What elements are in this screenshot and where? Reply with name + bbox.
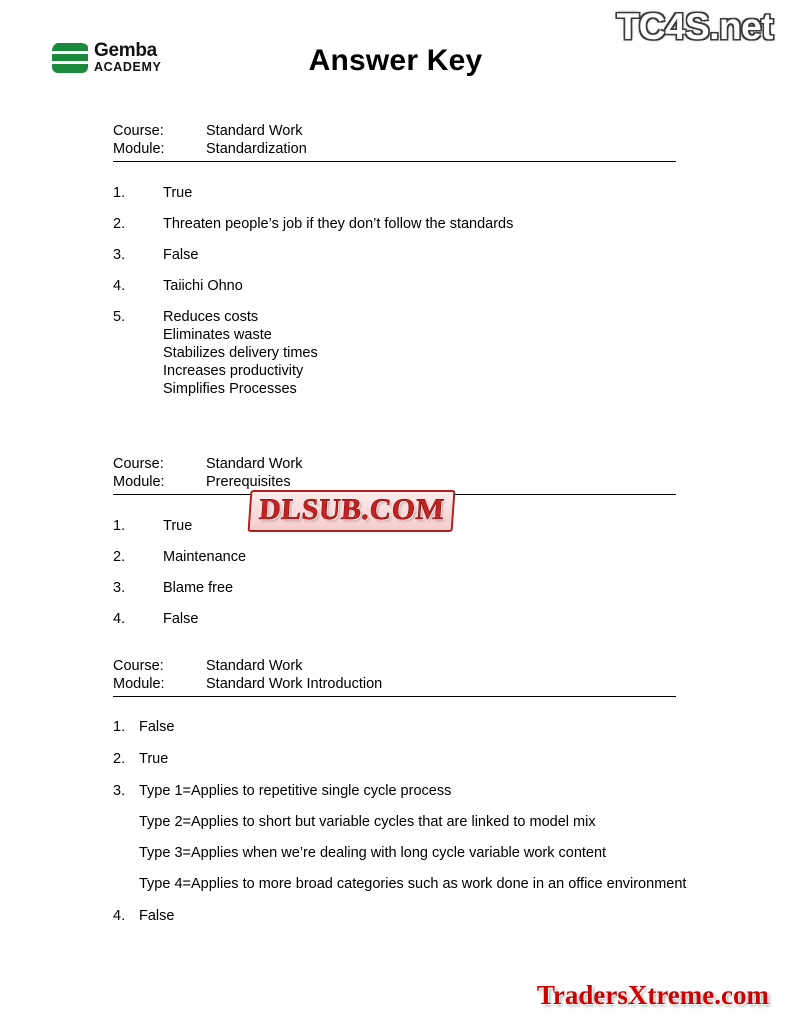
module-value: Standard Work Introduction bbox=[206, 676, 383, 692]
answer-line: Stabilizes delivery times bbox=[163, 345, 318, 361]
answer-item bbox=[113, 548, 676, 566]
section-meta bbox=[113, 657, 693, 693]
answer-item bbox=[113, 610, 676, 628]
answer-number: 2. bbox=[113, 751, 126, 767]
answer-list bbox=[113, 184, 676, 398]
answer-line: Eliminates waste bbox=[163, 327, 272, 343]
module-row bbox=[113, 675, 693, 693]
answer-line: True bbox=[139, 751, 169, 767]
section-prerequisites bbox=[113, 455, 676, 641]
page-title: Answer Key bbox=[308, 44, 483, 77]
section-divider bbox=[113, 696, 676, 697]
answer-line: False bbox=[139, 908, 175, 924]
answer-number: 4. bbox=[113, 611, 126, 627]
answer-line: False bbox=[163, 247, 199, 263]
watermark-bottom-right: TradersXtreme.com bbox=[536, 980, 769, 1010]
section-meta bbox=[113, 122, 676, 158]
answer-line: Increases productivity bbox=[163, 363, 304, 379]
answer-number: 2. bbox=[113, 549, 126, 565]
answer-line: Type 2=Applies to short but variable cycles that are linked to model mix bbox=[139, 814, 596, 830]
section-standardization bbox=[113, 122, 676, 411]
course-value: Standard Work bbox=[206, 658, 303, 674]
answer-number: 3. bbox=[113, 247, 126, 263]
answer-text bbox=[139, 781, 693, 894]
answer-number: 4. bbox=[113, 908, 126, 924]
answer-item bbox=[113, 906, 693, 926]
answer-number: 1. bbox=[113, 185, 126, 201]
answer-line: True bbox=[163, 518, 193, 534]
logo-primary-text: Gemba bbox=[94, 40, 157, 61]
answer-number: 1. bbox=[113, 518, 126, 534]
answer-text bbox=[163, 579, 676, 597]
answer-item bbox=[113, 781, 693, 894]
watermark-middle: DLSUB.COM bbox=[248, 490, 456, 532]
course-value: Standard Work bbox=[206, 456, 303, 472]
module-value: Standardization bbox=[206, 141, 307, 157]
answer-line: True bbox=[163, 185, 193, 201]
answer-line: False bbox=[139, 719, 175, 735]
answer-text bbox=[163, 215, 676, 233]
answer-line: Blame free bbox=[163, 580, 234, 596]
answer-item bbox=[113, 717, 693, 737]
module-label: Module: bbox=[113, 141, 165, 157]
section-divider bbox=[113, 161, 676, 162]
answer-number: 4. bbox=[113, 278, 126, 294]
section-meta bbox=[113, 455, 676, 491]
answer-item bbox=[113, 277, 676, 295]
answer-line: Taiichi Ohno bbox=[163, 278, 243, 294]
logo-secondary-text: ACADEMY bbox=[94, 59, 162, 74]
module-value: Prerequisites bbox=[206, 474, 291, 490]
module-row bbox=[113, 140, 676, 158]
answer-line: Threaten people’s job if they don’t follow the standards bbox=[163, 216, 514, 232]
answer-number: 3. bbox=[113, 580, 126, 596]
course-label: Course: bbox=[113, 123, 164, 139]
answer-text bbox=[163, 610, 676, 628]
course-value: Standard Work bbox=[206, 123, 303, 139]
module-label: Module: bbox=[113, 676, 165, 692]
course-label: Course: bbox=[113, 658, 164, 674]
answer-item bbox=[113, 579, 676, 597]
course-label: Course: bbox=[113, 456, 164, 472]
answer-text bbox=[139, 717, 693, 737]
section-standard-work-introduction bbox=[113, 657, 693, 938]
answer-line: Type 4=Applies to more broad categories such as work done in an office environment bbox=[139, 876, 687, 892]
watermark-top-right: TC4S.net bbox=[616, 6, 773, 47]
answer-number: 1. bbox=[113, 719, 126, 735]
answer-item bbox=[113, 215, 676, 233]
answer-number: 5. bbox=[113, 309, 126, 325]
answer-number: 3. bbox=[113, 783, 126, 799]
answer-line: Type 3=Applies when we’re dealing with long cycle variable work content bbox=[139, 845, 607, 861]
answer-item bbox=[113, 246, 676, 264]
module-label: Module: bbox=[113, 474, 165, 490]
answer-line: Simplifies Processes bbox=[163, 381, 297, 397]
answer-text bbox=[163, 308, 676, 398]
answer-text bbox=[139, 906, 693, 926]
answer-text bbox=[163, 184, 676, 202]
course-row bbox=[113, 657, 693, 675]
answer-line: False bbox=[163, 611, 199, 627]
answer-text bbox=[163, 277, 676, 295]
answer-number: 2. bbox=[113, 216, 126, 232]
answer-item bbox=[113, 749, 693, 769]
answer-text bbox=[163, 548, 676, 566]
course-row bbox=[113, 455, 676, 473]
answer-line: Maintenance bbox=[163, 549, 247, 565]
module-row bbox=[113, 473, 676, 491]
answer-list bbox=[113, 517, 676, 628]
answer-item bbox=[113, 184, 676, 202]
answer-text bbox=[139, 749, 693, 769]
answer-line: Reduces costs bbox=[163, 309, 259, 325]
answer-line: Type 1=Applies to repetitive single cycle process bbox=[139, 783, 452, 799]
answer-list bbox=[113, 717, 693, 926]
answer-text bbox=[163, 246, 676, 264]
answer-item bbox=[113, 308, 676, 398]
course-row bbox=[113, 122, 676, 140]
